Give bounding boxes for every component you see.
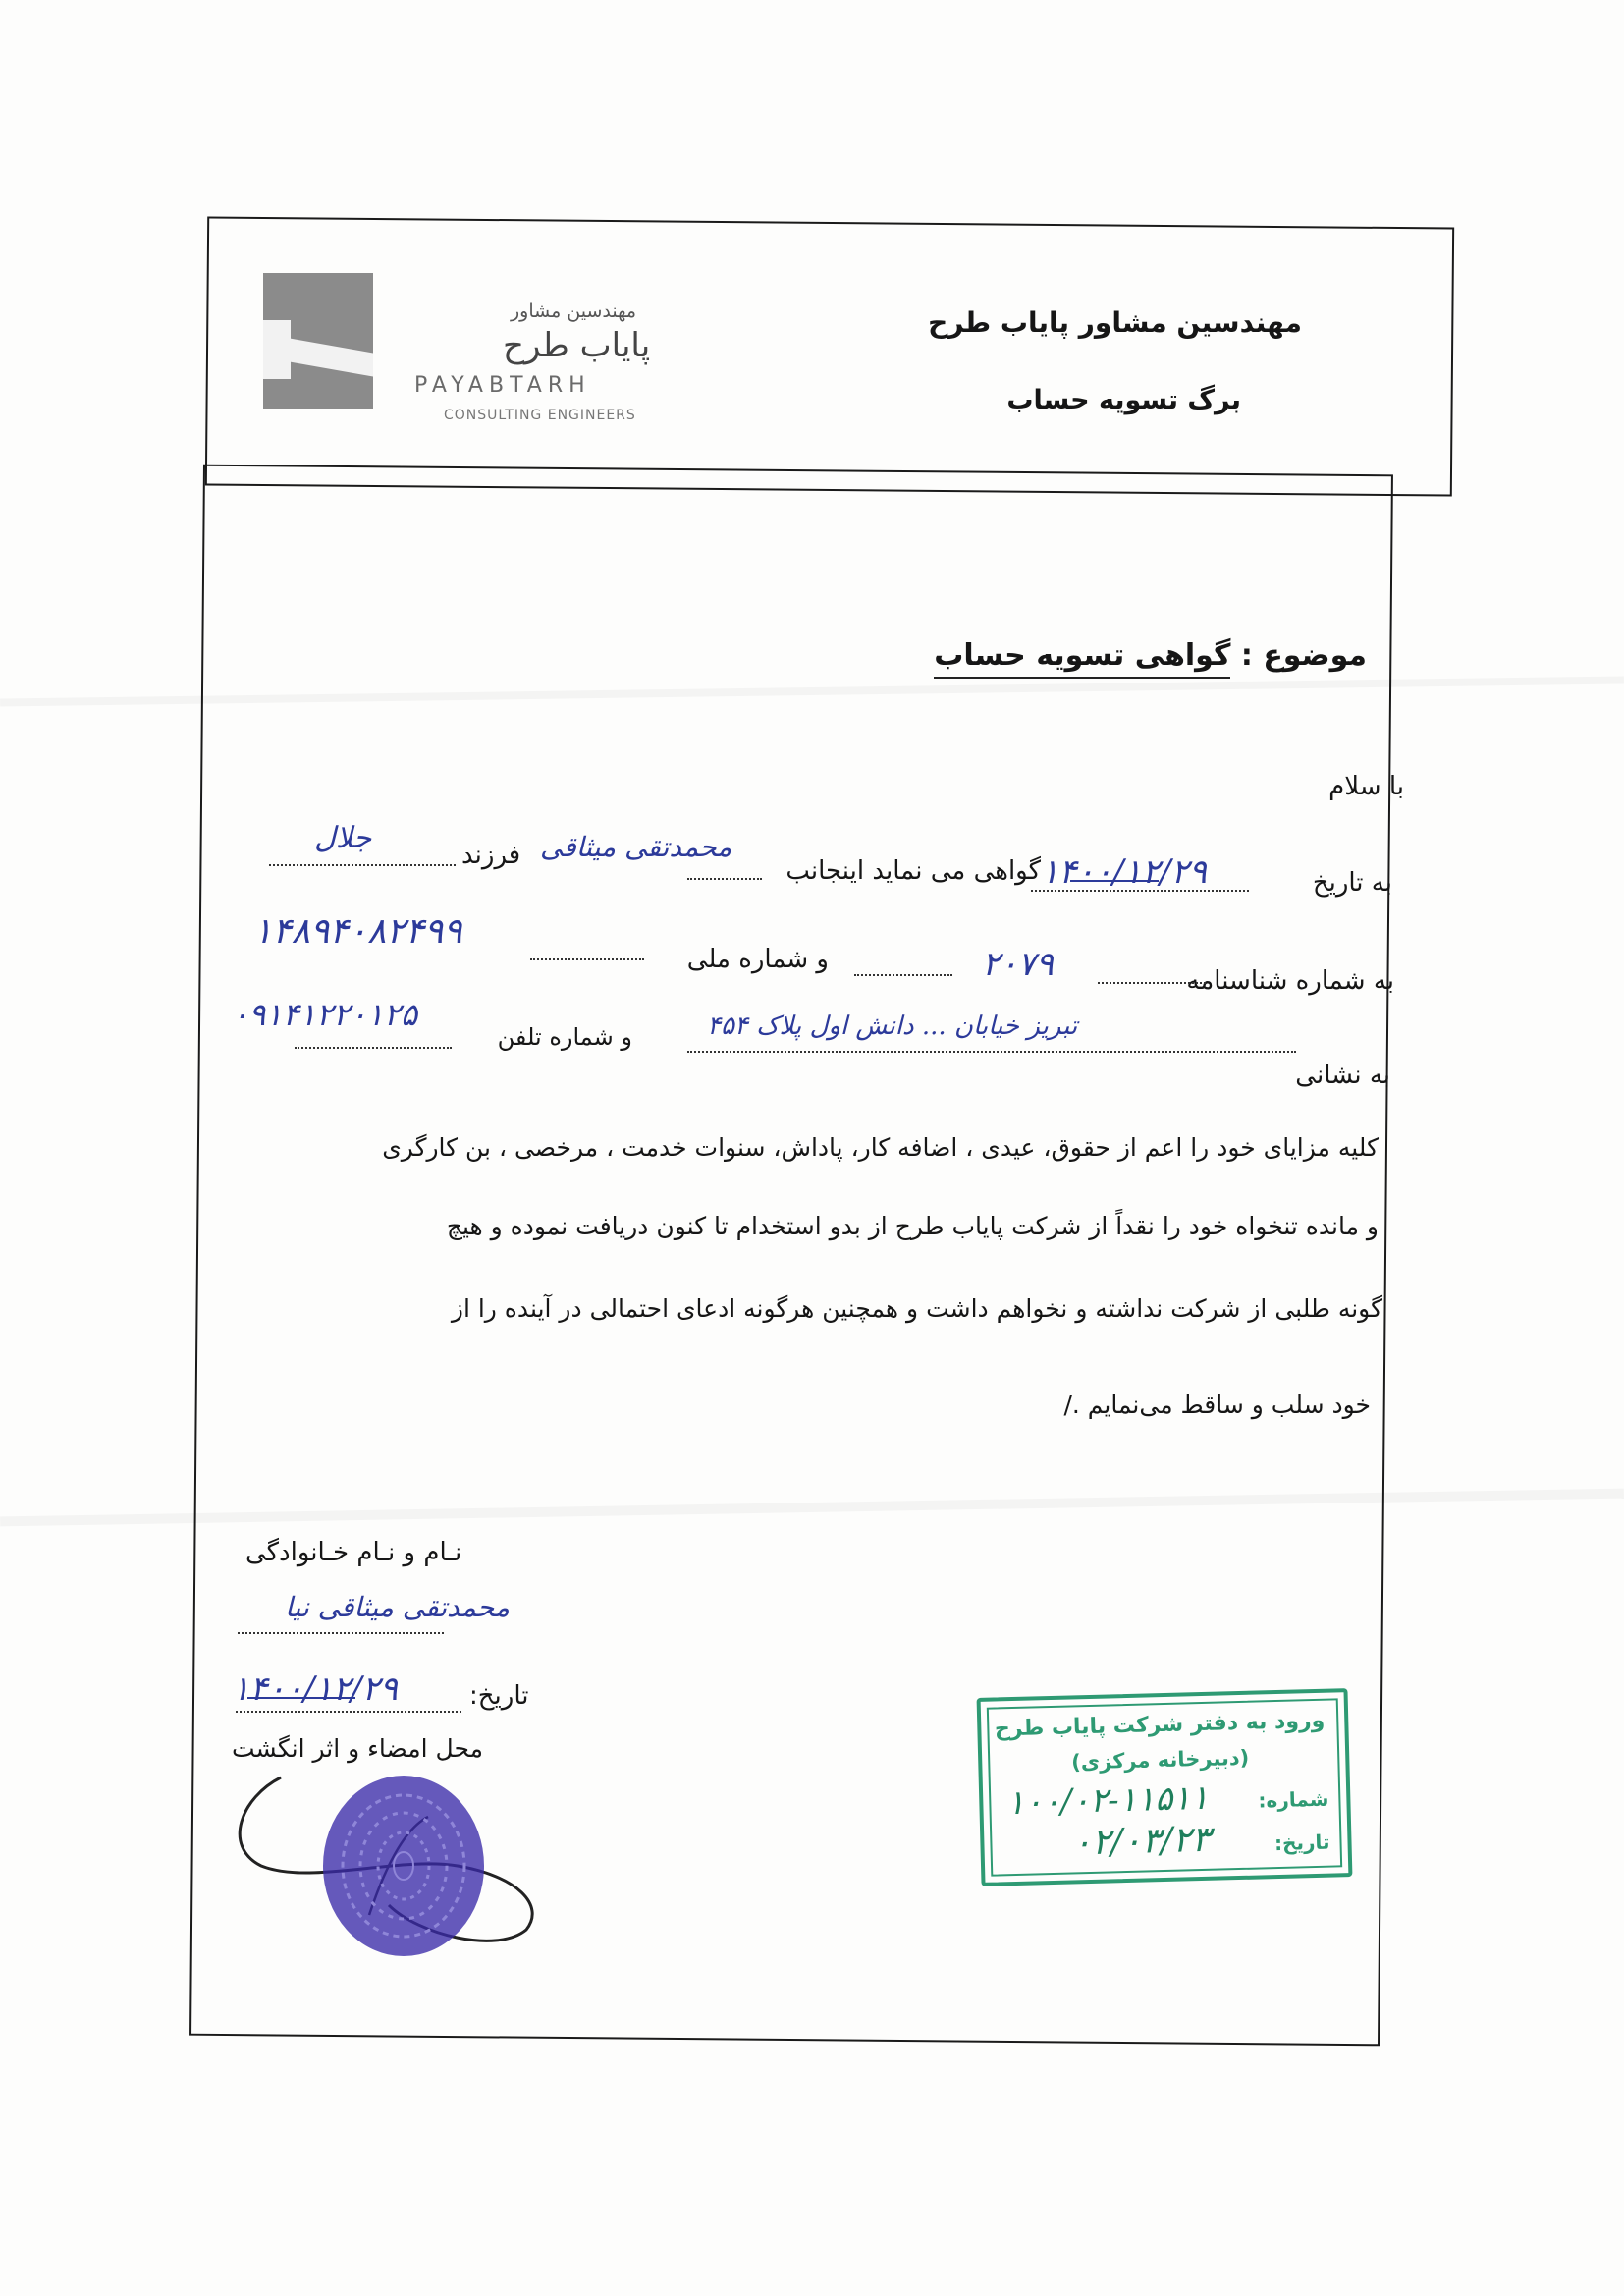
company-name: مهندسین مشاور پایاب طرح (928, 306, 1302, 339)
signature-date-value: ۱۴۰۰/۱۲/۲۹ (232, 1669, 399, 1709)
signature-date-dots (236, 1711, 461, 1713)
form-title: برگ تسویه حساب (1006, 385, 1241, 415)
greeting: با سلام (1328, 772, 1404, 801)
line2-national-dots (530, 958, 644, 960)
stamp-date-value: ۰۲/۰۳/۲۳ (1071, 1819, 1212, 1864)
company-logo-mark (263, 273, 373, 409)
stamp-date-label: تاریخ: (1273, 1830, 1330, 1856)
logo-fa-line2: پایاب طرح (503, 326, 651, 365)
signature-date-label: تاریخ: (469, 1681, 529, 1711)
line2-national: ۱۴۸۹۴۰۸۲۴۹۹ (253, 911, 462, 952)
line1-date: ۱۴۰۰/۱۲/۲۹ (1041, 852, 1208, 892)
logo-fa-line1: مهندسین مشاور (511, 301, 637, 322)
line1-father: جلال (314, 821, 372, 855)
stamp-line1: ورود به دفتر شرکت پایاب طرح (994, 1708, 1326, 1742)
signature-name-value: محمدتقی میثاقی نیا (285, 1591, 510, 1623)
logo-en-name: PAYABTARH (414, 373, 591, 398)
line3-phone-dots (295, 1047, 452, 1049)
line3-mid: و شماره تلفن (497, 1023, 632, 1051)
line2-label: به شماره شناسنامه (1186, 966, 1394, 996)
line2-id-dots2 (854, 974, 952, 976)
logo-en-sub: CONSULTING ENGINEERS (444, 408, 636, 423)
body-para2: و مانده تنخواه خود را نقداً از شرکت پایاب طرح از بدو استخدام تا کنون دریافت نموده و هیچ (446, 1212, 1379, 1240)
line2-id: ۲۰۷۹ (982, 945, 1055, 984)
line1-child-label: فرزند (461, 841, 521, 870)
line1-name-dots (687, 878, 762, 880)
line1-mid: گواهی می نماید اینجانب (785, 856, 1041, 886)
line1-name: محمدتقی میثاقی (540, 831, 732, 863)
subject-label: موضوع : (1240, 638, 1367, 673)
line2-mid: و شماره ملی (686, 945, 829, 974)
signature-name-label: نـام و نـام خـانوادگی (245, 1538, 462, 1567)
stamp-line2: (دبیرخانه مرکزی) (1070, 1745, 1250, 1775)
stamp-number-value: ۱۰۰/۰۲-۱۱۵۱۱ (1005, 1777, 1210, 1824)
line3-address-dots (687, 1051, 1296, 1053)
line1-prefix: به تاریخ (1312, 868, 1392, 898)
line2-id-dots (1098, 982, 1206, 984)
body-para3: گونه طلبی از شرکت نداشته و نخواهم داشت و همچنین هرگونه ادعای احتمالی در آینده را از (451, 1294, 1382, 1323)
line3-label: به نشانی (1295, 1061, 1390, 1090)
line3-phone: ۰۹۱۴۱۲۲۰۱۲۵ (232, 996, 418, 1033)
subject-text: گواهی تسویه حساب (934, 638, 1230, 679)
subject-line (934, 638, 1367, 673)
line1-father-dots (269, 864, 456, 866)
signature-name-dots (238, 1632, 444, 1634)
registration-stamp (977, 1688, 1353, 1886)
line3-address: تبریز خیابان ... دانش اول پلاک ۴۵۴ (707, 1011, 1078, 1041)
signature-place-label: محل امضاء و اثر انگشت (232, 1734, 483, 1763)
body-para1: کلیه مزایای خود را اعم از حقوق، عیدی ، اضافه کار، پاداش، سنوات خدمت ، مرخصی ، بن کارگری (382, 1133, 1379, 1162)
line1-date-strike (1070, 880, 1159, 882)
stamp-number-label: شماره: (1258, 1786, 1329, 1813)
signature-date-strike (247, 1697, 355, 1699)
letterhead-box (205, 216, 1454, 496)
body-para4: خود سلب و ساقط می‌نمایم ./ (1063, 1391, 1371, 1419)
fingerprint (310, 1768, 497, 1964)
